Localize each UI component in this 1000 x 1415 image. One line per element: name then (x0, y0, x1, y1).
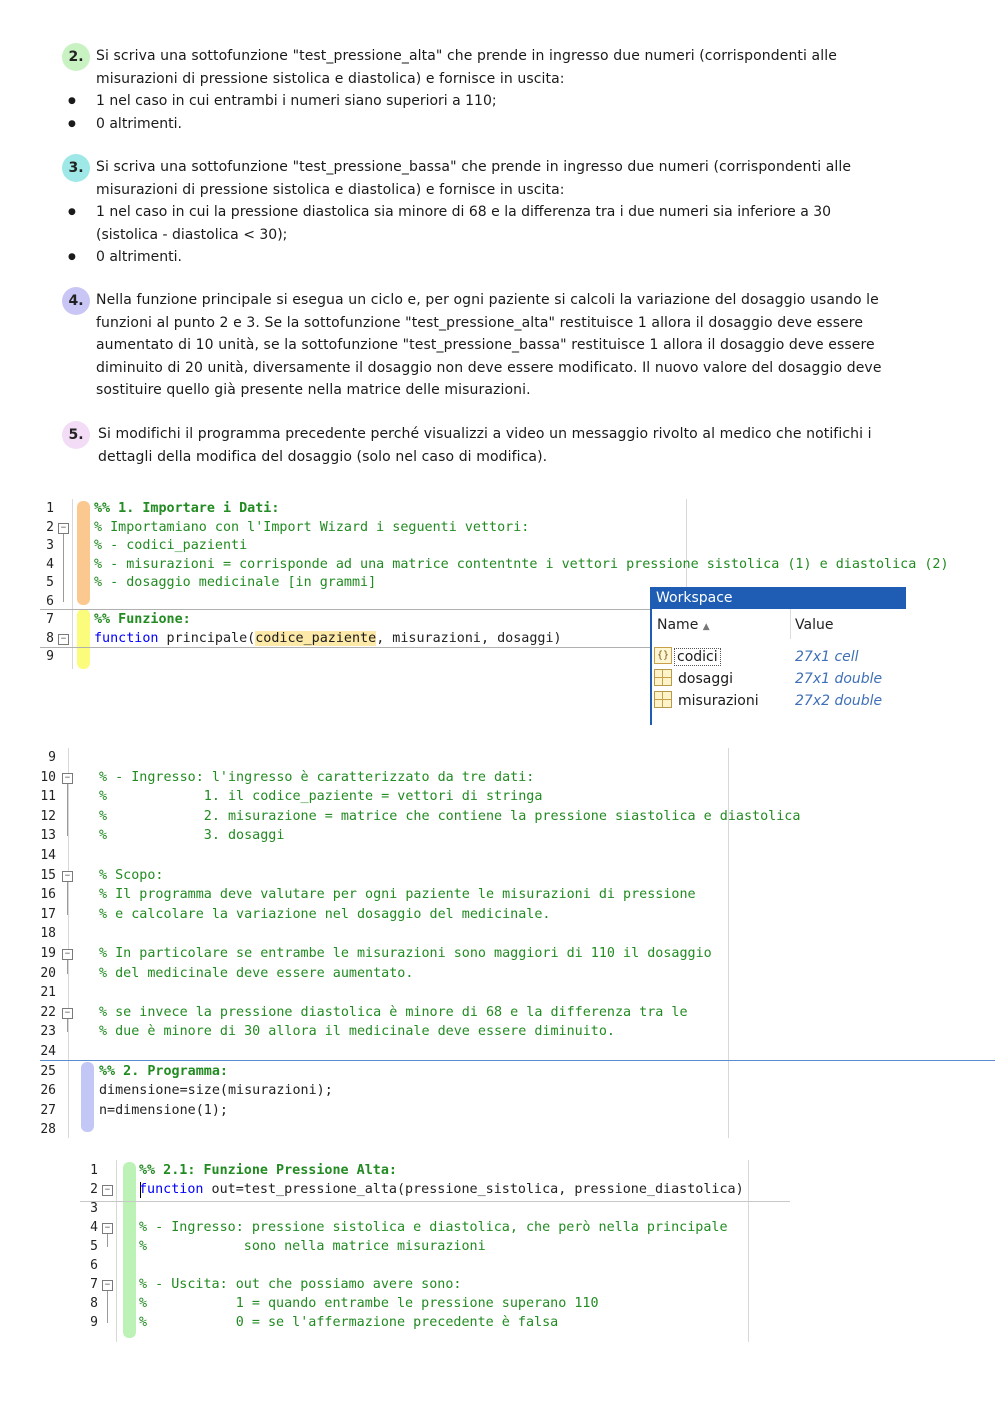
code-token: n=dimensione(1); (99, 1102, 228, 1118)
code-token: , misurazioni, dosaggi) (376, 630, 562, 646)
code-line[interactable] (99, 1083, 333, 1098)
code-token: %% 2. Programma: (99, 1063, 228, 1079)
code-line[interactable] (99, 1064, 228, 1079)
fold-guide-line (67, 882, 68, 915)
line-number: 7 (90, 1277, 98, 1292)
point-text: funzioni al punto 2 e 3. Se la sottofunzione "test_pressione_alta" restituisce 1 allora il dosaggio deve essere (96, 314, 864, 331)
code-token: % Il programma deve valutare per ogni paziente le misurazioni di pressione (99, 887, 696, 903)
code-line[interactable] (99, 907, 550, 922)
code-token: % - misurazioni = corrisponde ad una matrice contentnte i vettori pressione sistolica (1) e diastolica (2) (94, 556, 949, 572)
fold-toggle-icon[interactable]: − (62, 871, 73, 882)
line-number: 28 (40, 1122, 56, 1138)
section-divider (80, 1201, 790, 1202)
line-number: 16 (40, 887, 56, 903)
right-margin-line (748, 1160, 749, 1342)
code-line[interactable] (94, 538, 247, 553)
point-text: aumentato di 10 unità, se la sottofunzione "test_pressione_bassa" restituisce 1 allora il dosaggio deve essere (96, 337, 875, 353)
line-number: 1 (90, 1163, 98, 1178)
code-line[interactable] (99, 946, 712, 961)
code-line[interactable] (94, 631, 562, 646)
workspace-title: Workspace (650, 587, 906, 609)
line-number: 10 (40, 769, 56, 785)
variable-value: 27x1 double (795, 671, 883, 687)
code-line[interactable] (139, 1296, 599, 1311)
code-line[interactable] (94, 557, 949, 572)
code-token: function (94, 630, 159, 646)
code-token: % Scopo: (99, 867, 164, 883)
column-header-name[interactable]: Name ▲ (657, 617, 710, 633)
cell-array-icon: {} (654, 647, 672, 664)
line-number: 5 (46, 575, 54, 590)
line-number: 25 (40, 1063, 56, 1079)
fold-toggle-icon[interactable]: − (58, 523, 69, 534)
variable-value: 27x1 cell (795, 649, 859, 665)
code-token: %% 2.1: Funzione Pressione Alta: (139, 1163, 397, 1178)
point-text: dettagli della modifica del dosaggio (solo nel caso di modifica). (98, 448, 548, 465)
point-text: Si modifichi il programma precedente perché visualizzi a video un messaggio rivolto al medico che notifichi i (98, 426, 872, 442)
line-number: 3 (90, 1201, 98, 1216)
line-number: 23 (40, 1024, 56, 1040)
point-number: 5. (62, 421, 90, 449)
section-divider (40, 1060, 995, 1061)
code-token: % due è minore di 30 allora il medicinale deve essere diminuito. (99, 1024, 615, 1040)
fold-toggle-icon[interactable]: − (62, 1008, 73, 1019)
point-number: 4. (62, 287, 90, 315)
fold-guide-line (67, 960, 68, 974)
code-line[interactable] (94, 612, 191, 627)
line-number: 6 (90, 1258, 98, 1273)
code-line[interactable] (139, 1182, 744, 1197)
code-line[interactable] (94, 520, 529, 535)
point-number: 3. (62, 154, 90, 182)
code-line[interactable] (99, 887, 696, 902)
section-highlight-bar (77, 609, 90, 669)
point-number: 2. (62, 43, 90, 71)
code-token: % - Ingresso: l'ingresso è caratterizzato da tre dati: (99, 769, 535, 785)
code-token: % Importamiano con l'Import Wizard i seguenti vettori: (94, 519, 530, 535)
line-number: 4 (90, 1220, 98, 1235)
list-item (68, 201, 831, 246)
column-header-value[interactable]: Value (795, 617, 834, 633)
code-line[interactable] (99, 966, 413, 981)
code-line[interactable] (99, 1005, 688, 1020)
line-number: 21 (40, 985, 56, 1001)
point-text: Si scriva una sottofunzione "test_pressione_alta" che prende in ingresso due numeri (corrispondenti alle (96, 48, 837, 64)
code-token: % - codici_pazienti (94, 538, 248, 553)
line-number: 3 (46, 538, 54, 553)
gutter-divider (72, 499, 73, 669)
code-line[interactable] (94, 501, 279, 516)
section-highlight-bar (81, 1062, 94, 1132)
code-line[interactable] (99, 868, 164, 883)
line-number: 11 (40, 789, 56, 805)
list-item: ● 0 altrimenti. (68, 246, 831, 269)
line-number: 22 (40, 1004, 56, 1020)
double-matrix-icon (654, 691, 672, 708)
point-text: Si scriva una sottofunzione "test_pressione_bassa" che prende in ingresso due numeri (corrispondenti alle (96, 159, 852, 175)
line-number: 24 (40, 1044, 56, 1059)
gutter-divider (68, 748, 69, 1138)
section-highlight-bar (123, 1162, 136, 1338)
line-number: 7 (46, 612, 54, 627)
code-token: function (139, 1182, 204, 1197)
line-number: 15 (40, 867, 56, 883)
point-text: misurazioni di pressione sistolica e diastolica) e fornisce in uscita: (96, 70, 565, 87)
line-number: 2 (90, 1182, 98, 1197)
section-highlight-bar (77, 501, 90, 605)
line-number: 9 (90, 1315, 98, 1330)
code-token: principale( (158, 630, 256, 646)
line-number: 6 (46, 593, 54, 609)
list-item-text: (sistolica - diastolica < 30); (96, 226, 288, 243)
gutter-divider (116, 1160, 117, 1342)
variable-name[interactable]: codici (674, 648, 721, 666)
variable-name[interactable]: dosaggi (678, 671, 733, 687)
code-editor-description[interactable] (40, 748, 995, 1138)
fold-guide-line (107, 1234, 108, 1247)
code-token: % 1 = quando entrambe le pressione superano 110 (139, 1296, 599, 1311)
line-number: 1 (46, 501, 54, 516)
code-line[interactable] (99, 828, 284, 843)
double-matrix-icon (654, 669, 672, 686)
fold-toggle-icon[interactable]: − (62, 949, 73, 960)
code-token: % 2. misurazione = matrice che contiene la pressione siastolica e diastolica (99, 808, 801, 824)
right-margin-line (728, 748, 729, 1138)
line-number: 2 (46, 519, 54, 535)
fold-guide-line (67, 1019, 68, 1033)
bullet-list (68, 201, 831, 269)
line-number: 17 (40, 906, 56, 922)
sort-ascending-icon: ▲ (702, 622, 710, 632)
code-token: %% Funzione: (94, 612, 191, 627)
fold-guide-line (63, 534, 64, 602)
point-text: Nella funzione principale si esegua un ciclo e, per ogni paziente si calcoli la variazione del dosaggio usando le (96, 292, 879, 308)
code-token: % e calcolare la variazione nel dosaggio del medicinale. (99, 906, 551, 922)
code-line[interactable] (99, 1103, 228, 1118)
code-line[interactable] (139, 1277, 461, 1292)
fold-toggle-icon[interactable]: − (102, 1185, 113, 1196)
code-editor-subfunction[interactable] (80, 1160, 792, 1342)
code-line[interactable] (94, 575, 376, 590)
point-text: misurazioni di pressione sistolica e diastolica) e fornisce in uscita: (96, 181, 565, 198)
fold-guide-line (67, 784, 68, 837)
line-number: 8 (46, 630, 54, 646)
fold-toggle-icon[interactable]: − (102, 1280, 113, 1291)
fold-toggle-icon[interactable]: − (62, 773, 73, 784)
bullet-list (68, 90, 497, 135)
fold-toggle-icon[interactable]: − (58, 634, 69, 645)
code-line[interactable] (139, 1239, 486, 1254)
list-item: ● 1 nel caso in cui entrambi i numeri siano superiori a 110; (68, 90, 497, 113)
line-number: 12 (40, 808, 56, 824)
line-number: 20 (40, 965, 56, 981)
code-token: dimensione=size(misurazioni); (99, 1083, 333, 1099)
fold-toggle-icon[interactable]: − (102, 1223, 113, 1234)
variable-name[interactable]: misurazioni (678, 693, 759, 709)
line-number: 5 (90, 1239, 98, 1254)
code-token: out=test_pressione_alta(pressione_sistolica, pressione_diastolica) (203, 1182, 744, 1197)
line-number: 13 (40, 828, 56, 844)
line-number: 9 (48, 750, 56, 765)
line-number: 27 (40, 1102, 56, 1118)
point-text: sostituire quello già presente nella matrice delle misurazioni. (96, 382, 531, 398)
code-line[interactable] (139, 1220, 728, 1235)
line-number: 14 (40, 848, 56, 863)
code-line[interactable] (99, 809, 800, 824)
code-token: % del medicinale deve essere aumentato. (99, 965, 414, 981)
workspace-panel[interactable] (650, 587, 938, 725)
code-token: % 0 = se l'affermazione precedente è falsa (139, 1315, 559, 1330)
line-number: 19 (40, 946, 56, 961)
code-token: % sono nella matrice misurazioni (139, 1239, 486, 1254)
code-token: codice_paziente (255, 630, 377, 646)
line-number: 4 (46, 556, 54, 572)
variable-value: 27x2 double (795, 693, 883, 709)
list-item-text: ● 1 nel caso in cui la pressione diastolica sia minore di 68 e la differenza tra i due numeri sia inferiore a 30 (96, 204, 832, 220)
code-line[interactable] (139, 1315, 558, 1330)
code-token: % 1. il codice_paziente = vettori di stringa (99, 789, 543, 805)
point-text: diminuito di 20 unità, diversamente il dosaggio non deve essere modificato. Il nuovo valore del dosaggio deve (96, 359, 882, 376)
code-line[interactable] (99, 770, 534, 785)
code-token: %% 1. Importare i Dati: (94, 501, 280, 516)
code-token: % se invece la pressione diastolica è minore di 68 e la differenza tra le (99, 1004, 688, 1020)
code-line[interactable] (99, 1024, 615, 1039)
code-token: % - dosaggio medicinale [in grammi] (94, 575, 377, 590)
code-line[interactable] (139, 1163, 397, 1178)
code-token: % - Uscita: out che possiamo avere sono: (139, 1277, 462, 1292)
list-item: ● 0 altrimenti. (68, 113, 497, 136)
line-number: 8 (90, 1296, 98, 1311)
column-divider (790, 609, 791, 639)
fold-guide-line (107, 1291, 108, 1323)
code-token: % 3. dosaggi (99, 828, 285, 844)
workspace-table (650, 609, 940, 725)
code-line[interactable] (99, 789, 542, 804)
code-token: % In particolare se entrambe le misurazioni sono maggiori di 110 il dosaggio (99, 946, 712, 961)
line-number: 18 (40, 926, 56, 942)
line-number: 26 (40, 1083, 56, 1099)
code-token: % - Ingresso: pressione sistolica e diastolica, che però nella principale (139, 1220, 728, 1235)
line-number: 9 (46, 649, 54, 664)
